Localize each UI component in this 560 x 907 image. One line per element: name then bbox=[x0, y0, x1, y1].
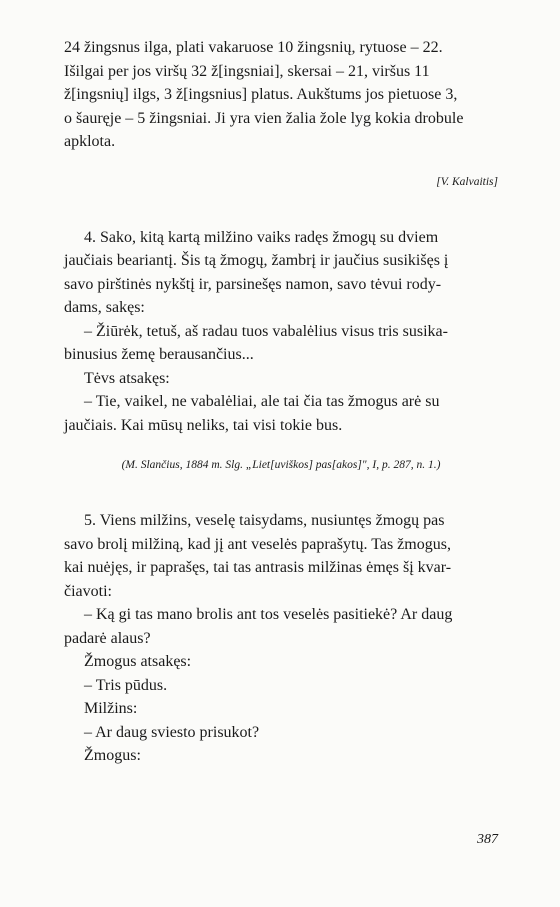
dialog-line: jaučiais. Kai mūsų neliks, tai visi tokie bus. bbox=[64, 416, 343, 434]
text-line: Išilgai per jos viršų 32 ž[ingsniai], skersai – 21, viršus 11 bbox=[64, 62, 430, 80]
speaker-intro: Žmogus: bbox=[84, 747, 141, 764]
speaker-intro: Milžins: bbox=[84, 700, 138, 717]
dialog-line: – Tie, vaikel, ne vabalėliai, ale tai čia tas žmogus arė su bbox=[84, 393, 440, 410]
text-line: 4. Sako, kitą kartą milžino vaiks radęs žmogų su dviem bbox=[84, 228, 439, 246]
dialog-line: padarė alaus? bbox=[64, 629, 151, 647]
dialog-line: – Ką gi tas mano brolis ant tos veselės pasitiekė? Ar daug bbox=[84, 606, 453, 623]
source-citation: [V. Kalvaitis] bbox=[436, 175, 498, 188]
page-number: 387 bbox=[477, 832, 498, 847]
text-line: ž[ingsnių] ilgs, 3 ž[ingsnius] platus. Aukštums jos pietuose 3, bbox=[64, 86, 458, 103]
text-line: jaučiais beariantį. Šis tą žmogų, žambrį ir jaučius susikišęs į bbox=[64, 252, 449, 269]
text-line: dams, sakęs: bbox=[64, 299, 145, 316]
dialog-line: binusius žemę berausančius... bbox=[64, 346, 254, 363]
text-line: čiavoti: bbox=[64, 582, 112, 600]
text-line: savo brolį milžiną, kad jį ant veselės paprašytų. Tas žmogus, bbox=[64, 535, 451, 553]
dialog-line: – Ar daug sviesto prisukot? bbox=[84, 723, 260, 741]
text-line: 24 žingsnus ilga, plati vakaruose 10 žingsnių, rytuose – 22. bbox=[64, 39, 443, 56]
speaker-intro: Tėvs atsakęs: bbox=[84, 369, 170, 387]
book-page bbox=[64, 36, 498, 768]
text-line: 5. Viens milžins, veselę taisydams, nusiuntęs žmogų pas bbox=[84, 512, 445, 529]
text-line: savo pirštinės nykštį ir, parsinešęs namon, savo tėvui rody- bbox=[64, 275, 442, 293]
text-line: o šauręje – 5 žingsniai. Ji yra vien žalia žole lyg kokia drobule bbox=[64, 109, 464, 127]
story-4 bbox=[64, 226, 498, 472]
text-line: apklota. bbox=[64, 133, 116, 150]
dialog-line: – Žiūrėk, tetuš, aš radau tuos vabalėlius visus tris susika- bbox=[84, 322, 448, 340]
previous-section bbox=[64, 36, 498, 188]
speaker-intro: Žmogus atsakęs: bbox=[84, 653, 192, 670]
story-5 bbox=[64, 509, 498, 768]
source-citation: (M. Slančius, 1884 m. Slg. „Liet[uviškos] pas[akos]", I, p. 287, n. 1.) bbox=[121, 459, 441, 471]
text-line: kai nuėjęs, ir paprašęs, tai tas antrasis milžinas ėmęs šį kvar- bbox=[64, 559, 452, 576]
dialog-line: – Tris pūdus. bbox=[84, 676, 168, 694]
